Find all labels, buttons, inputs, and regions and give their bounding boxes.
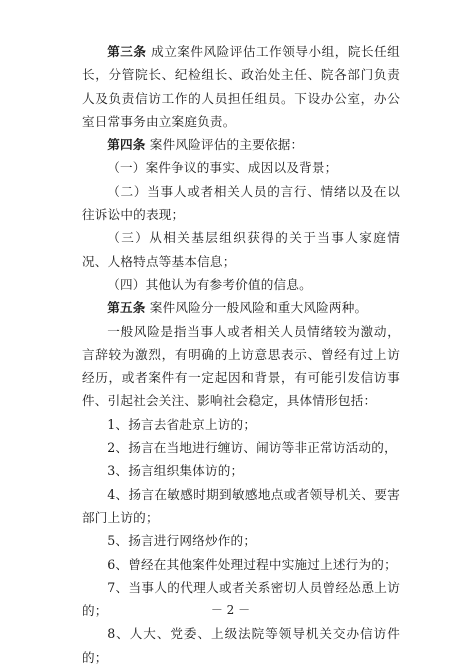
article-5-item: 4、扬言在敏感时期到敏感地点或者领导机关、要害部门上访的；	[82, 486, 400, 525]
article-5-item: 1、扬言去省赴京上访的；	[107, 416, 257, 432]
article-5-title: 第五条	[107, 300, 146, 316]
article-5-item: 7、当事人的代理人或者关系密切人员曾经怂恿上访的；	[82, 579, 400, 619]
article-5-item: 5、扬言进行网络炒作的；	[107, 533, 257, 549]
article-5-text: 案件风险分一般风险和重大风险两种。	[149, 300, 368, 316]
article-4-item: （三）从相关基层组织获得的关于当事人家庭情况、人格特点等基本信息；	[82, 230, 400, 269]
article-4-text: 案件风险评估的主要依据：	[149, 137, 304, 153]
article-5-intro: 一般风险是指当事人或者相关人员情绪较为激动，言辞较为激烈，有明确的上访意思表示、曾经有过上访经历，或者案件有一定起因和背景，有可能引发信访事件、引起社会关注、影响社会稳定，具体情形包括：	[82, 323, 400, 409]
article-3	[82, 40, 400, 133]
article-5-item: 2、扬言在当地进行缠访、闹访等非正常访活动的，	[107, 440, 397, 456]
article-4-item: （四）其他认为有参考价值的信息。	[107, 276, 312, 292]
article-3-title: 第三条	[107, 44, 147, 59]
page-number: － 2 －	[210, 603, 251, 617]
article-5-item: 6、曾经在其他案件处理过程中实施过上述行为的；	[107, 556, 397, 572]
article-5-item: 8、人大、党委、上级法院等领导机关交办信访件的；	[82, 626, 400, 665]
article-4	[82, 133, 400, 156]
article-4-item: （二）当事人或者相关人员的言行、情绪以及在以往诉讼中的表现；	[82, 183, 400, 223]
article-5-item: 3、扬言组织集体访的；	[107, 463, 244, 479]
article-4-item: （一）案件争议的事实、成因以及背景；	[107, 160, 338, 176]
article-3-text: 成立案件风险评估工作领导小组，院长任组长，分管院长、纪检组长、政治处主任、院各部门负责人及负责信访工作的人员担任组员。下设办公室，办公室日常事务由立案庭负责。	[82, 44, 400, 129]
document-body	[82, 40, 400, 669]
article-4-title: 第四条	[107, 137, 146, 153]
article-5	[82, 296, 400, 319]
